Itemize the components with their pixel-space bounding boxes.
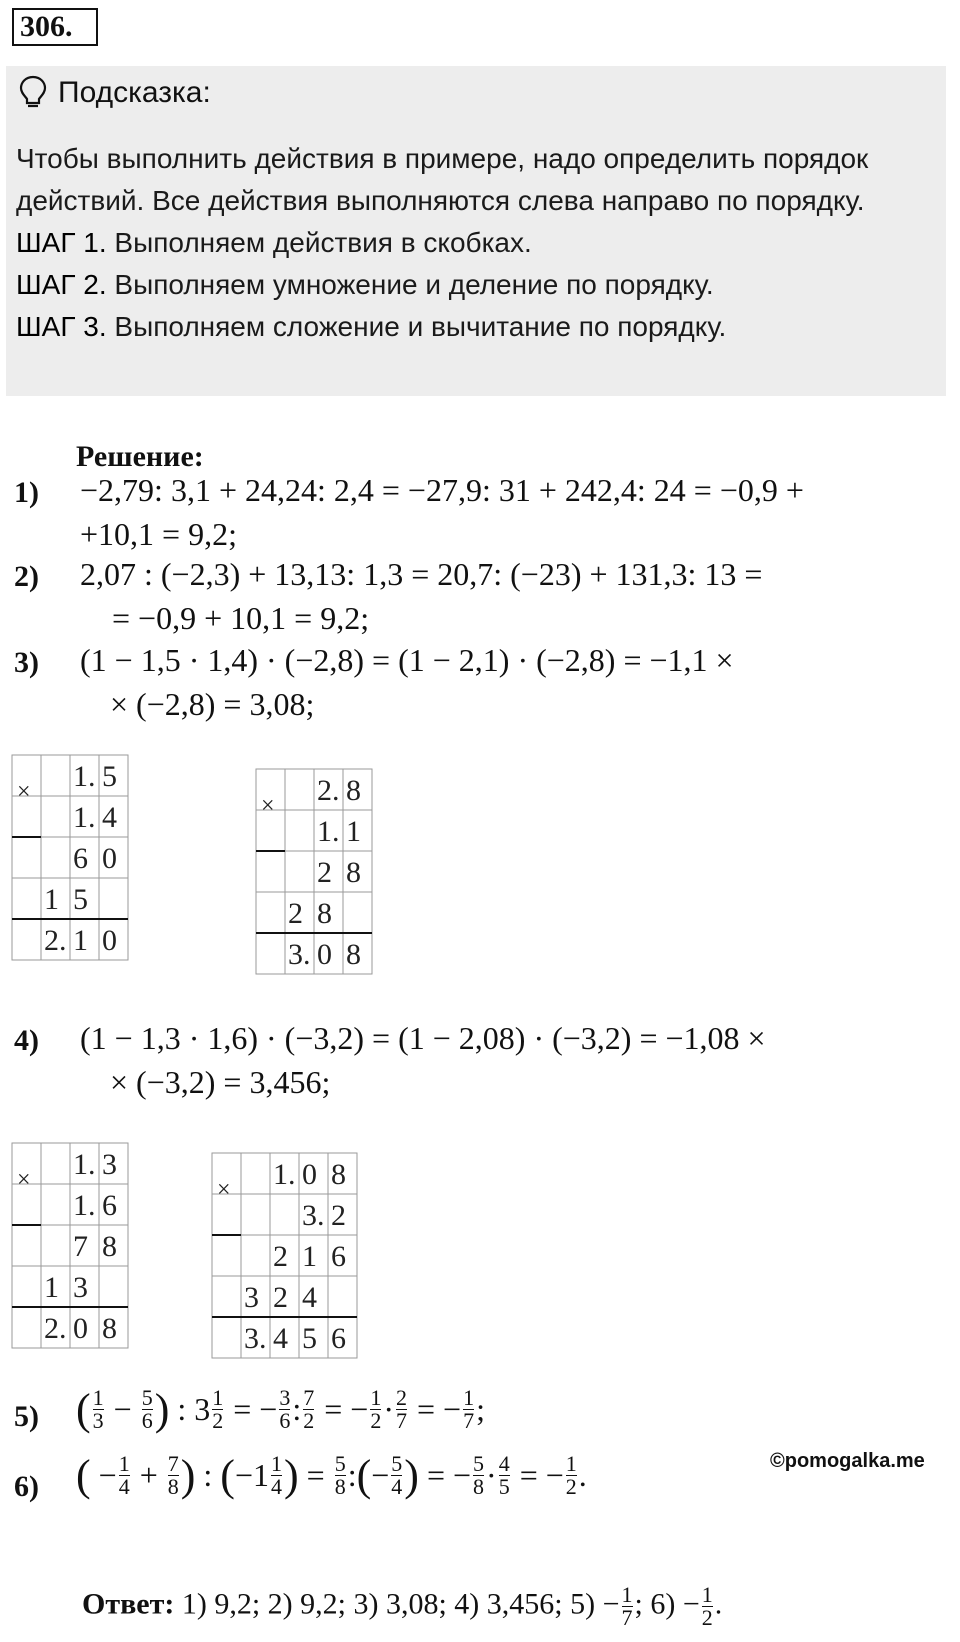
grid-cell [241, 1194, 270, 1235]
expr5-fraction: $\frac{5}{6}$ [141, 1385, 153, 1433]
expr6-fraction: $\frac{4}{5}$ [498, 1451, 510, 1499]
grid-cell [241, 1235, 270, 1276]
hint-step-1: ШАГ 1. Выполняем действия в скобках. [16, 227, 532, 258]
grid-cell [12, 1307, 41, 1348]
grid-digit: 3 [73, 1271, 88, 1304]
grid-cell [212, 1276, 241, 1317]
expr6-fraction: $\frac{5}{8}$ [473, 1451, 485, 1499]
grid-digit: 8 [317, 897, 332, 930]
column-multiplication-3 [10, 1142, 117, 1354]
grid-digit: 1. [73, 760, 96, 793]
grid-digit: 3. [244, 1322, 267, 1355]
expr6-fraction: $\frac{1}{2}$ [565, 1451, 577, 1499]
grid-cell [12, 878, 41, 919]
grid-cell [256, 851, 285, 892]
grid-digit: 0 [73, 1312, 88, 1345]
multiply-sign: × [261, 793, 275, 819]
grid-digit: 8 [346, 938, 361, 971]
grid-digit: 0 [302, 1158, 317, 1191]
multiply-sign: × [17, 1167, 31, 1193]
expr6-fraction: $\frac{1}{4}$ [118, 1451, 130, 1499]
expr5-fraction: $\frac{1}{2}$ [212, 1385, 224, 1433]
grid-digit: 5 [73, 883, 88, 916]
grid-digit: 2 [273, 1240, 288, 1273]
item-label-4: 4) [14, 1024, 39, 1057]
grid-digit: 1 [302, 1240, 317, 1273]
item-label-1: 1) [14, 476, 39, 509]
grid-digit: 4 [273, 1322, 288, 1355]
grid-cell [285, 810, 314, 851]
hint-step-2: ШАГ 2. Выполняем умножение и деление по порядку. [16, 269, 714, 300]
hint-title: Подсказка: [58, 76, 211, 109]
grid-digit: 5 [102, 760, 117, 793]
hint-step-3: ШАГ 3. Выполняем сложение и вычитание по порядку. [16, 311, 727, 342]
item-1-line-1: −2,79: 3,1 + 24,24: 2,4 = −27,9: 31 + 242,4: 24 = −0,9 + [80, 472, 804, 508]
grid-digit: 8 [346, 774, 361, 807]
solution-title: Решение: [76, 440, 204, 473]
item-4-line-1: (1 − 1,3 · 1,6) · (−3,2) = (1 − 2,08) · (−3,2) = −1,08 × [80, 1020, 766, 1056]
grid-digit: 1. [317, 815, 340, 848]
grid-digit: 4 [102, 801, 117, 834]
grid-digit: 8 [102, 1230, 117, 1263]
grid-digit: 3 [102, 1148, 117, 1181]
grid-cell [41, 796, 70, 837]
grid-cell [41, 755, 70, 796]
expr6-fraction: $\frac{5}{8}$ [334, 1451, 346, 1499]
grid-digit: 2. [44, 1312, 67, 1345]
expr5-fraction: $\frac{3}{6}$ [279, 1385, 291, 1433]
grid-digit: 2 [288, 897, 303, 930]
expr6-fraction: $\frac{1}{4}$ [271, 1451, 282, 1499]
grid-cell [212, 1235, 241, 1276]
grid-cell [41, 1225, 70, 1266]
grid-digit: 2 [331, 1199, 346, 1232]
item-label-2: 2) [14, 560, 39, 593]
grid-digit: 0 [317, 938, 332, 971]
grid-cell [256, 892, 285, 933]
grid-cell [99, 878, 128, 919]
expr6-fraction: $\frac{7}{8}$ [167, 1451, 179, 1499]
item-1-line-2: +10,1 = 9,2; [80, 516, 237, 552]
hint-text [16, 138, 936, 348]
grid-digit: 5 [302, 1322, 317, 1355]
grid-digit: 6 [102, 1189, 117, 1222]
grid-cell [12, 837, 41, 878]
grid-digit: 1. [73, 1148, 96, 1181]
answer-fraction-5: $\frac{1}{7}$ [621, 1582, 633, 1630]
grid-digit: 1 [73, 924, 88, 957]
answer-label: Ответ: [82, 1587, 175, 1621]
problem-number: 306. [12, 8, 98, 46]
grid-cell [41, 837, 70, 878]
grid-cell [285, 769, 314, 810]
grid-digit: 8 [102, 1312, 117, 1345]
grid-digit: 4 [302, 1281, 317, 1314]
expr5-fraction: $\frac{2}{7}$ [395, 1385, 407, 1433]
item-5-expression: ( $\frac{1}{3}$ − $\frac{5}{6}$ ) : 3 $\frac{1}{2}$ = − $\frac{3}{6}$ : $\frac{7}{2}$ = − $\frac{1}{2}$ · $\frac{2}{7}$ = − $\frac{1}{7}$ ; [76, 1385, 485, 1434]
multiply-sign: × [17, 779, 31, 805]
grid-digit: 7 [73, 1230, 88, 1263]
expr5-fraction: $\frac{7}{2}$ [303, 1385, 315, 1433]
grid-digit: 6 [331, 1322, 346, 1355]
grid-cell [270, 1194, 299, 1235]
grid-digit: 0 [102, 842, 117, 875]
answer-mid: ; 6) − [634, 1587, 700, 1621]
grid-cell [12, 919, 41, 960]
grid-cell [256, 933, 285, 974]
grid-cell [41, 1143, 70, 1184]
grid-digit: 1. [273, 1158, 296, 1191]
item-2-line-1: 2,07 : (−2,3) + 13,13: 1,3 = 20,7: (−23) + 131,3: 13 = [80, 556, 763, 592]
grid-digit: 2 [273, 1281, 288, 1314]
grid-digit: 8 [346, 856, 361, 889]
column-multiplication-4 [210, 1152, 346, 1364]
answer [82, 1584, 722, 1629]
column-multiplication-2 [254, 768, 361, 980]
item-3-line-1: (1 − 1,5 · 1,4) · (−2,8) = (1 − 2,1) · (−2,8) = −1,1 × [80, 642, 734, 678]
answer-text: 1) 9,2; 2) 9,2; 3) 3,08; 4) 3,456; 5) − [181, 1587, 620, 1621]
grid-cell [328, 1276, 357, 1317]
expr5-fraction: $\frac{1}{3}$ [92, 1385, 104, 1433]
grid-digit: 1 [44, 1271, 59, 1304]
item-label-6: 6) [14, 1470, 39, 1503]
lightbulb-icon [16, 74, 50, 110]
grid-digit: 2. [317, 774, 340, 807]
grid-digit: 3. [288, 938, 311, 971]
grid-cell [285, 851, 314, 892]
grid-cell [99, 1266, 128, 1307]
column-multiplication-1 [10, 754, 117, 966]
copyright: ©pomogalka.me [770, 1450, 925, 1472]
grid-cell [12, 1225, 41, 1266]
item-3-line-2: × (−2,8) = 3,08; [110, 686, 315, 722]
expr5-fraction: $\frac{1}{2}$ [370, 1385, 382, 1433]
grid-digit: 2. [44, 924, 67, 957]
expr6-fraction: $\frac{5}{4}$ [391, 1451, 403, 1499]
grid-cell [241, 1153, 270, 1194]
item-6-expression: ( − $\frac{1}{4}$ + $\frac{7}{8}$ ) : (−1 $\frac{1}{4}$ ) = $\frac{5}{8}$ :(− $\frac{5}{4}$ ) = − $\frac{5}{8}$ · $\frac{4}{5}$ = − $\frac{1}{2}$ . [76, 1451, 587, 1500]
grid-digit: 1 [44, 883, 59, 916]
grid-digit: 3 [244, 1281, 259, 1314]
expr5-fraction: $\frac{1}{7}$ [463, 1385, 475, 1433]
grid-digit: 1. [73, 1189, 96, 1222]
multiply-sign: × [217, 1177, 231, 1203]
grid-digit: 2 [317, 856, 332, 889]
answer-end: . [714, 1587, 723, 1621]
grid-digit: 1. [73, 801, 96, 834]
grid-cell [343, 892, 372, 933]
grid-cell [212, 1317, 241, 1358]
hint-intro: Чтобы выполнить действия в примере, надо определить порядок действий. Все действия выполняются слева направо по порядку. [16, 143, 869, 216]
grid-digit: 1 [346, 815, 361, 848]
grid-cell [41, 1184, 70, 1225]
grid-digit: 0 [102, 924, 117, 957]
item-2-line-2: = −0,9 + 10,1 = 9,2; [112, 600, 370, 636]
item-label-5: 5) [14, 1400, 39, 1433]
grid-digit: 6 [331, 1240, 346, 1273]
answer-fraction-6: $\frac{1}{2}$ [701, 1582, 713, 1630]
item-4-line-2: × (−3,2) = 3,456; [110, 1064, 331, 1100]
grid-digit: 6 [73, 842, 88, 875]
grid-digit: 3. [302, 1199, 325, 1232]
item-label-3: 3) [14, 646, 39, 679]
grid-cell [12, 1266, 41, 1307]
grid-digit: 8 [331, 1158, 346, 1191]
